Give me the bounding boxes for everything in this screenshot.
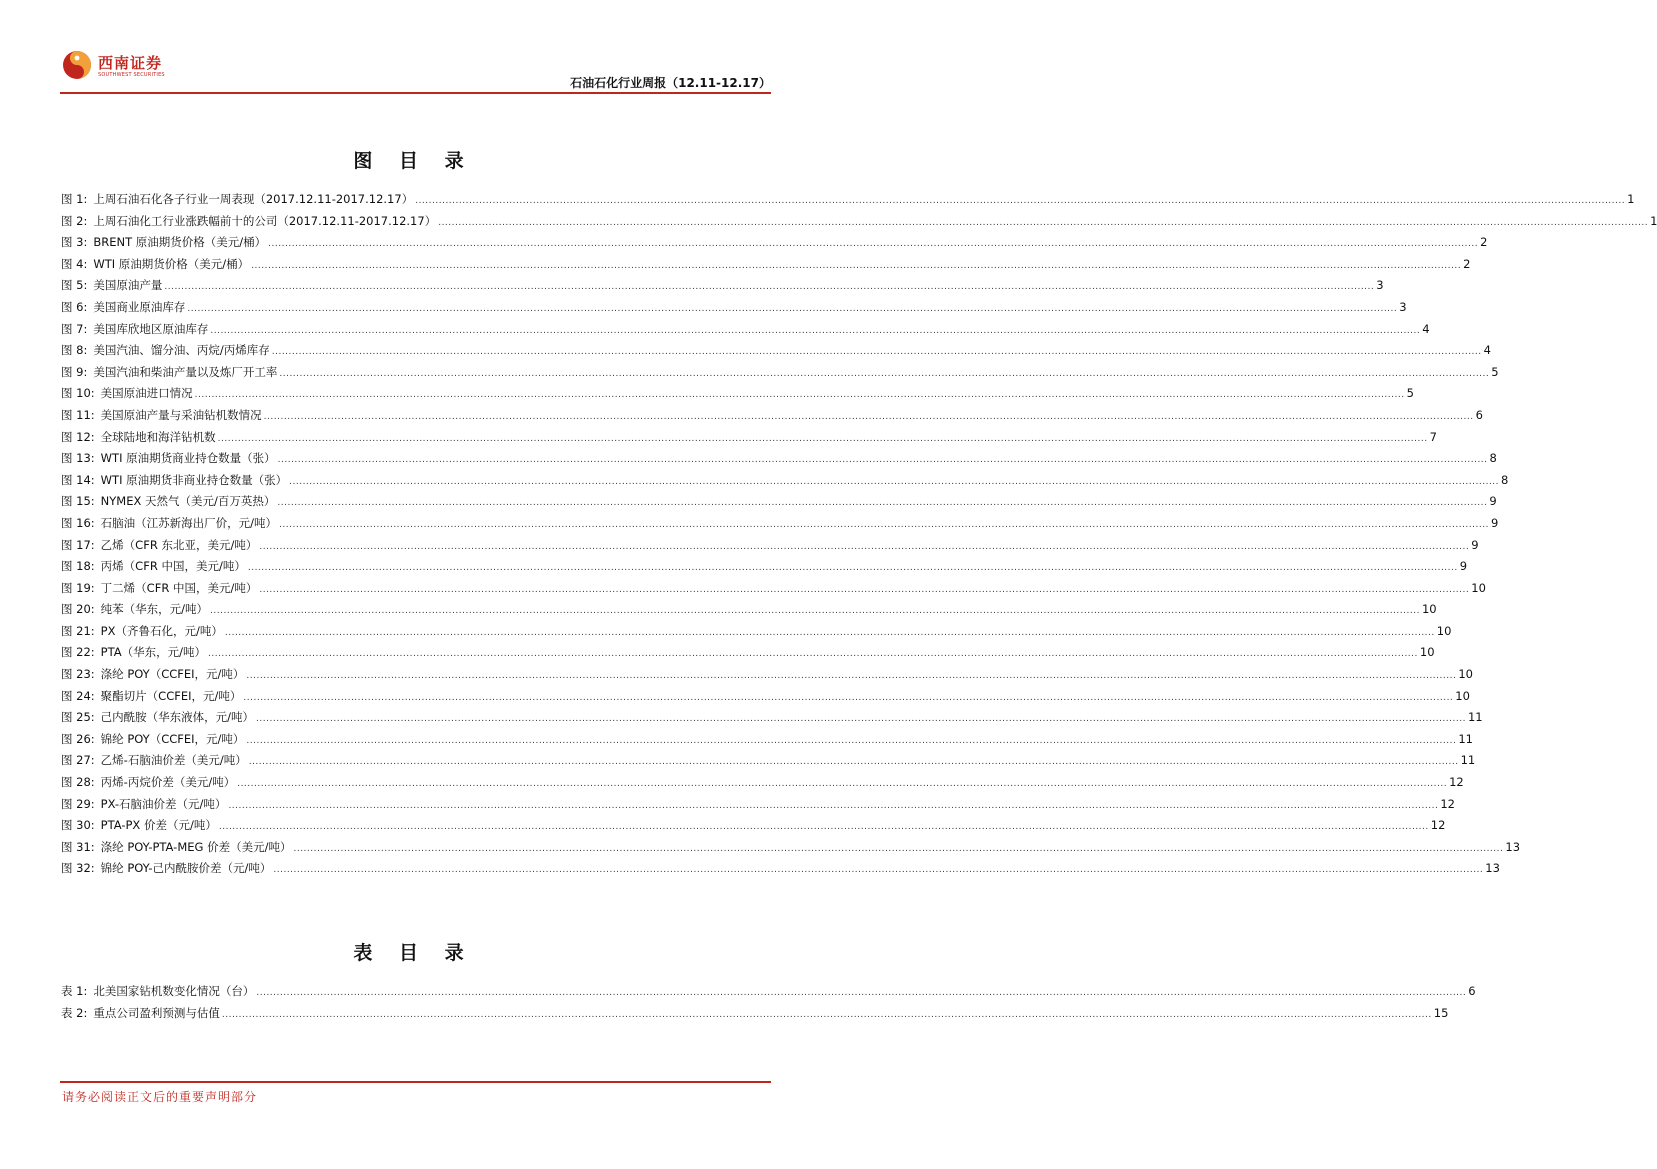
figure-entry-page: 9 [1459,559,1468,574]
figure-entry-title: 己内酰胺（华东液体，元/吨） [100,710,255,725]
table-entry-title: 北美国家钻机数变化情况（台） [93,984,255,998]
company-logo [62,50,172,80]
figure-entry-title: BRENT 原油期货价格（美元/桶） [93,235,267,250]
figure-entry-page: 10 [1436,623,1452,638]
dot-leader [243,693,1453,703]
figure-entry[interactable] [61,666,1473,688]
figure-entry-title: 美国原油产量与采油钻机数情况 [100,407,262,422]
figure-entry-page: 2 [1463,256,1471,271]
figure-entry-number: 图 8: [61,343,88,358]
dot-leader [279,520,1489,530]
figure-entry-number: 图 1: [61,192,88,206]
figure-entry-title: 纯苯（华东，元/吨） [100,602,209,617]
figure-entry[interactable] [61,752,1476,774]
dot-leader [210,606,1420,616]
figure-entry-title: 涤纶 POY-PTA-MEG 价差（美元/吨） [100,839,292,854]
dot-leader [164,282,1374,292]
figure-entry[interactable] [61,450,1497,472]
figure-entry-title: 涤纶 POY（CCFEI，元/吨） [100,667,245,682]
figure-entry-number: 图 5: [61,278,88,293]
figure-entry-page: 7 [1429,429,1437,444]
table-entry-page: 6 [1468,984,1476,998]
figure-entry[interactable] [61,407,1483,429]
dot-leader [279,369,1489,379]
figure-entry-page: 12 [1449,775,1464,790]
dot-leader [264,412,1474,422]
figure-entry[interactable] [61,321,1430,343]
figure-entry-number: 图 25: [61,710,95,725]
figure-entry-number: 图 11: [61,407,95,422]
figure-entry[interactable] [61,256,1471,278]
figure-entry-page: 13 [1505,839,1521,854]
figure-entry-page: 10 [1419,645,1435,660]
figure-entry[interactable] [61,191,1635,213]
figure-entry-number: 图 4: [61,256,88,271]
figure-entry-page: 3 [1376,278,1384,293]
figure-entry-number: 图 10: [61,386,95,401]
figure-entry-page: 9 [1489,494,1497,509]
dot-leader [415,196,1625,206]
figure-entry-number: 图 16: [61,515,95,530]
figure-entry[interactable] [61,364,1499,386]
figure-entry-title: 美国原油产量 [93,278,163,293]
figure-entry-number: 图 20: [61,602,95,617]
dot-leader [246,736,1456,746]
figure-entry[interactable] [61,839,1521,861]
figure-entry-title: 乙烯（CFR 东北亚，美元/吨） [100,537,258,552]
dot-leader [187,304,1397,314]
figure-entry-page: 4 [1483,343,1491,358]
figure-entry-page: 10 [1455,688,1470,703]
figure-entry-number: 图 27: [61,753,95,768]
figure-entry-title: 乙烯-石脑油价差（美元/吨） [100,753,247,768]
header-divider [60,92,771,94]
figure-entry-title: 美国汽油、馏分油、丙烷/丙烯库存 [93,343,270,358]
dot-leader [268,239,1478,249]
table-entry-number: 表 1: [61,984,88,998]
figure-entry-page: 11 [1460,753,1476,768]
figure-entry-title: 锦纶 POY（CCFEI，元/吨） [100,731,245,746]
table-entry-page: 15 [1433,1005,1449,1020]
figure-entry-number: 图 26: [61,731,95,746]
figure-entry[interactable] [61,796,1455,818]
figure-entry-title: NYMEX 天然气（美元/百万英热） [100,494,276,509]
figure-entry-number: 图 23: [61,667,95,682]
footer-disclaimer: 请务必阅读正文后的重要声明部分 [62,1090,258,1104]
figure-entry-title: 美国库欣地区原油库存 [93,321,209,336]
figure-entry-title: 丙烯（CFR 中国，美元/吨） [100,559,246,574]
figures-toc-list [61,191,1657,882]
figure-entry-page: 9 [1471,537,1479,552]
table-entry[interactable] [61,1005,1449,1027]
figure-entry-title: PTA-PX 价差（元/吨） [100,818,217,833]
figure-entry-page: 10 [1421,602,1437,617]
figure-entry[interactable] [61,558,1468,580]
figure-entry-number: 图 17: [61,537,95,552]
figure-entry-page: 11 [1467,710,1483,725]
figure-entry[interactable] [61,644,1435,666]
figure-entry-number: 图 19: [61,580,95,595]
figure-entry-title: 丁二烯（CFR 中国，美元/吨） [100,580,258,595]
dot-leader [246,671,1456,681]
figure-entry-title: 上周石油化工行业涨跌幅前十的公司（2017.12.11-2017.12.17） [93,213,437,228]
figure-entry-title: WTI 原油期货价格（美元/桶） [93,256,250,271]
dot-leader [222,1010,1432,1020]
figure-entry-number: 图 15: [61,494,95,509]
figure-entry-title: 锦纶 POY-己内酰胺价差（元/吨） [100,861,272,876]
figure-entry-title: 石脑油（江苏新海出厂价，元/吨） [100,515,278,530]
dot-leader [277,498,1487,508]
dot-leader [218,434,1428,444]
figure-entry-number: 图 3: [61,235,88,250]
figures-toc-title: 图 目 录 [353,150,474,172]
figure-entry-number: 图 21: [61,623,95,638]
figure-entry-page: 12 [1430,818,1446,833]
figure-entry-number: 图 29: [61,796,95,811]
figure-entry[interactable] [61,580,1486,602]
dot-leader [248,563,1458,573]
figure-entry-title: 全球陆地和海洋钻机数 [100,429,216,444]
dot-leader [278,455,1488,465]
dot-leader [289,477,1499,487]
figure-entry-number: 图 22: [61,645,95,660]
dot-leader [251,261,1461,271]
dot-leader [259,542,1469,552]
logo-chinese-name: 西南证券 [98,54,163,72]
figure-entry[interactable] [61,213,1657,235]
figure-entry-page: 6 [1475,407,1483,422]
dot-leader [256,714,1466,724]
figure-entry[interactable] [61,493,1497,515]
figure-entry[interactable] [61,688,1470,710]
figure-entry-number: 图 18: [61,559,95,574]
figure-entry[interactable] [61,234,1488,256]
figure-entry-number: 图 24: [61,688,95,703]
figure-entry-title: PTA（华东，元/吨） [100,645,206,660]
figure-entry-title: WTI 原油期货商业持仓数量（张） [100,451,276,466]
figure-entry[interactable] [61,342,1491,364]
figure-entry-number: 图 28: [61,775,95,790]
figure-entry-page: 8 [1489,451,1497,466]
dot-leader [249,757,1459,767]
table-entry-number: 表 2: [61,1005,88,1020]
figure-entry[interactable] [61,472,1509,494]
figure-entry-number: 图 13: [61,451,95,466]
figure-entry[interactable] [61,731,1473,753]
figure-entry-number: 图 9: [61,364,88,379]
figure-entry-page: 10 [1471,580,1486,595]
figure-entry[interactable] [61,601,1437,623]
dot-leader [210,326,1420,336]
figure-entry[interactable] [61,860,1500,882]
figure-entry-page: 1 [1627,192,1635,206]
figure-entry-page: 4 [1422,321,1430,336]
figure-entry-page: 3 [1399,299,1407,314]
figure-entry-number: 图 6: [61,299,88,314]
table-entry[interactable] [61,983,1476,1005]
figure-entry-number: 图 32: [61,861,95,876]
figure-entry-title: 美国原油进口情况 [100,386,193,401]
figure-entry[interactable] [61,623,1452,645]
dot-leader [195,390,1405,400]
figure-entry-title: 丙烯-丙烷价差（美元/吨） [100,775,236,790]
figure-entry-title: 聚酯切片（CCFEI，元/吨） [100,688,242,703]
figure-entry-page: 10 [1458,667,1473,682]
figure-entry-page: 11 [1458,731,1473,746]
figure-entry[interactable] [61,709,1483,731]
figure-entry[interactable] [61,277,1384,299]
figure-entry[interactable] [61,774,1464,796]
dot-leader [208,649,1418,659]
figure-entry[interactable] [61,429,1437,451]
figure-entry-page: 13 [1485,861,1500,876]
table-entry-title: 重点公司盈利预测与估值 [93,1005,220,1020]
logo-emblem-icon [62,50,92,80]
figure-entry-page: 2 [1480,235,1488,250]
figure-entry-title: 美国汽油和柴油产量以及炼厂开工率 [93,364,278,379]
figure-entry-title: 美国商业原油库存 [93,299,186,314]
dot-leader [273,865,1483,875]
figure-entry-page: 12 [1440,796,1455,811]
figure-entry[interactable] [61,515,1499,537]
figure-entry-number: 图 14: [61,472,95,487]
footer-divider [60,1081,771,1083]
report-title: 石油石化行业周报（12.11-12.17） [570,76,771,90]
figure-entry-title: PX（齐鲁石化，元/吨） [100,623,223,638]
figure-entry-title: WTI 原油期货非商业持仓数量（张） [100,472,288,487]
dot-leader [272,347,1482,357]
dot-leader [259,585,1469,595]
figure-entry-page: 5 [1406,386,1414,401]
figure-entry-page: 5 [1491,364,1499,379]
dot-leader [219,822,1429,832]
dot-leader [237,779,1447,789]
figure-entry[interactable] [61,385,1414,407]
figure-entry-page: 1 [1650,213,1657,228]
dot-leader [225,628,1435,638]
tables-toc-title: 表 目 录 [353,942,474,964]
figure-entry-number: 图 12: [61,429,95,444]
figure-entry-number: 图 2: [61,213,88,228]
page-header [60,44,771,94]
dot-leader [438,218,1648,228]
figure-entry-title: PX-石脑油价差（元/吨） [100,796,227,811]
figure-entry[interactable] [61,299,1407,321]
figure-entry-page: 8 [1501,472,1509,487]
figure-entry-number: 图 30: [61,818,95,833]
dot-leader [256,988,1466,998]
figure-entry[interactable] [61,537,1479,559]
figure-entry-number: 图 31: [61,839,95,854]
logo-english-name: SOUTHWEST SECURITIES [98,72,165,78]
figure-entry-title: 上周石油石化各子行业一周表现（2017.12.11-2017.12.17） [93,192,414,206]
dot-leader [293,844,1503,854]
dot-leader [228,801,1438,811]
tables-toc-list [61,983,1476,1026]
figure-entry-number: 图 7: [61,321,88,336]
figure-entry-page: 9 [1490,515,1499,530]
figure-entry[interactable] [61,817,1446,839]
